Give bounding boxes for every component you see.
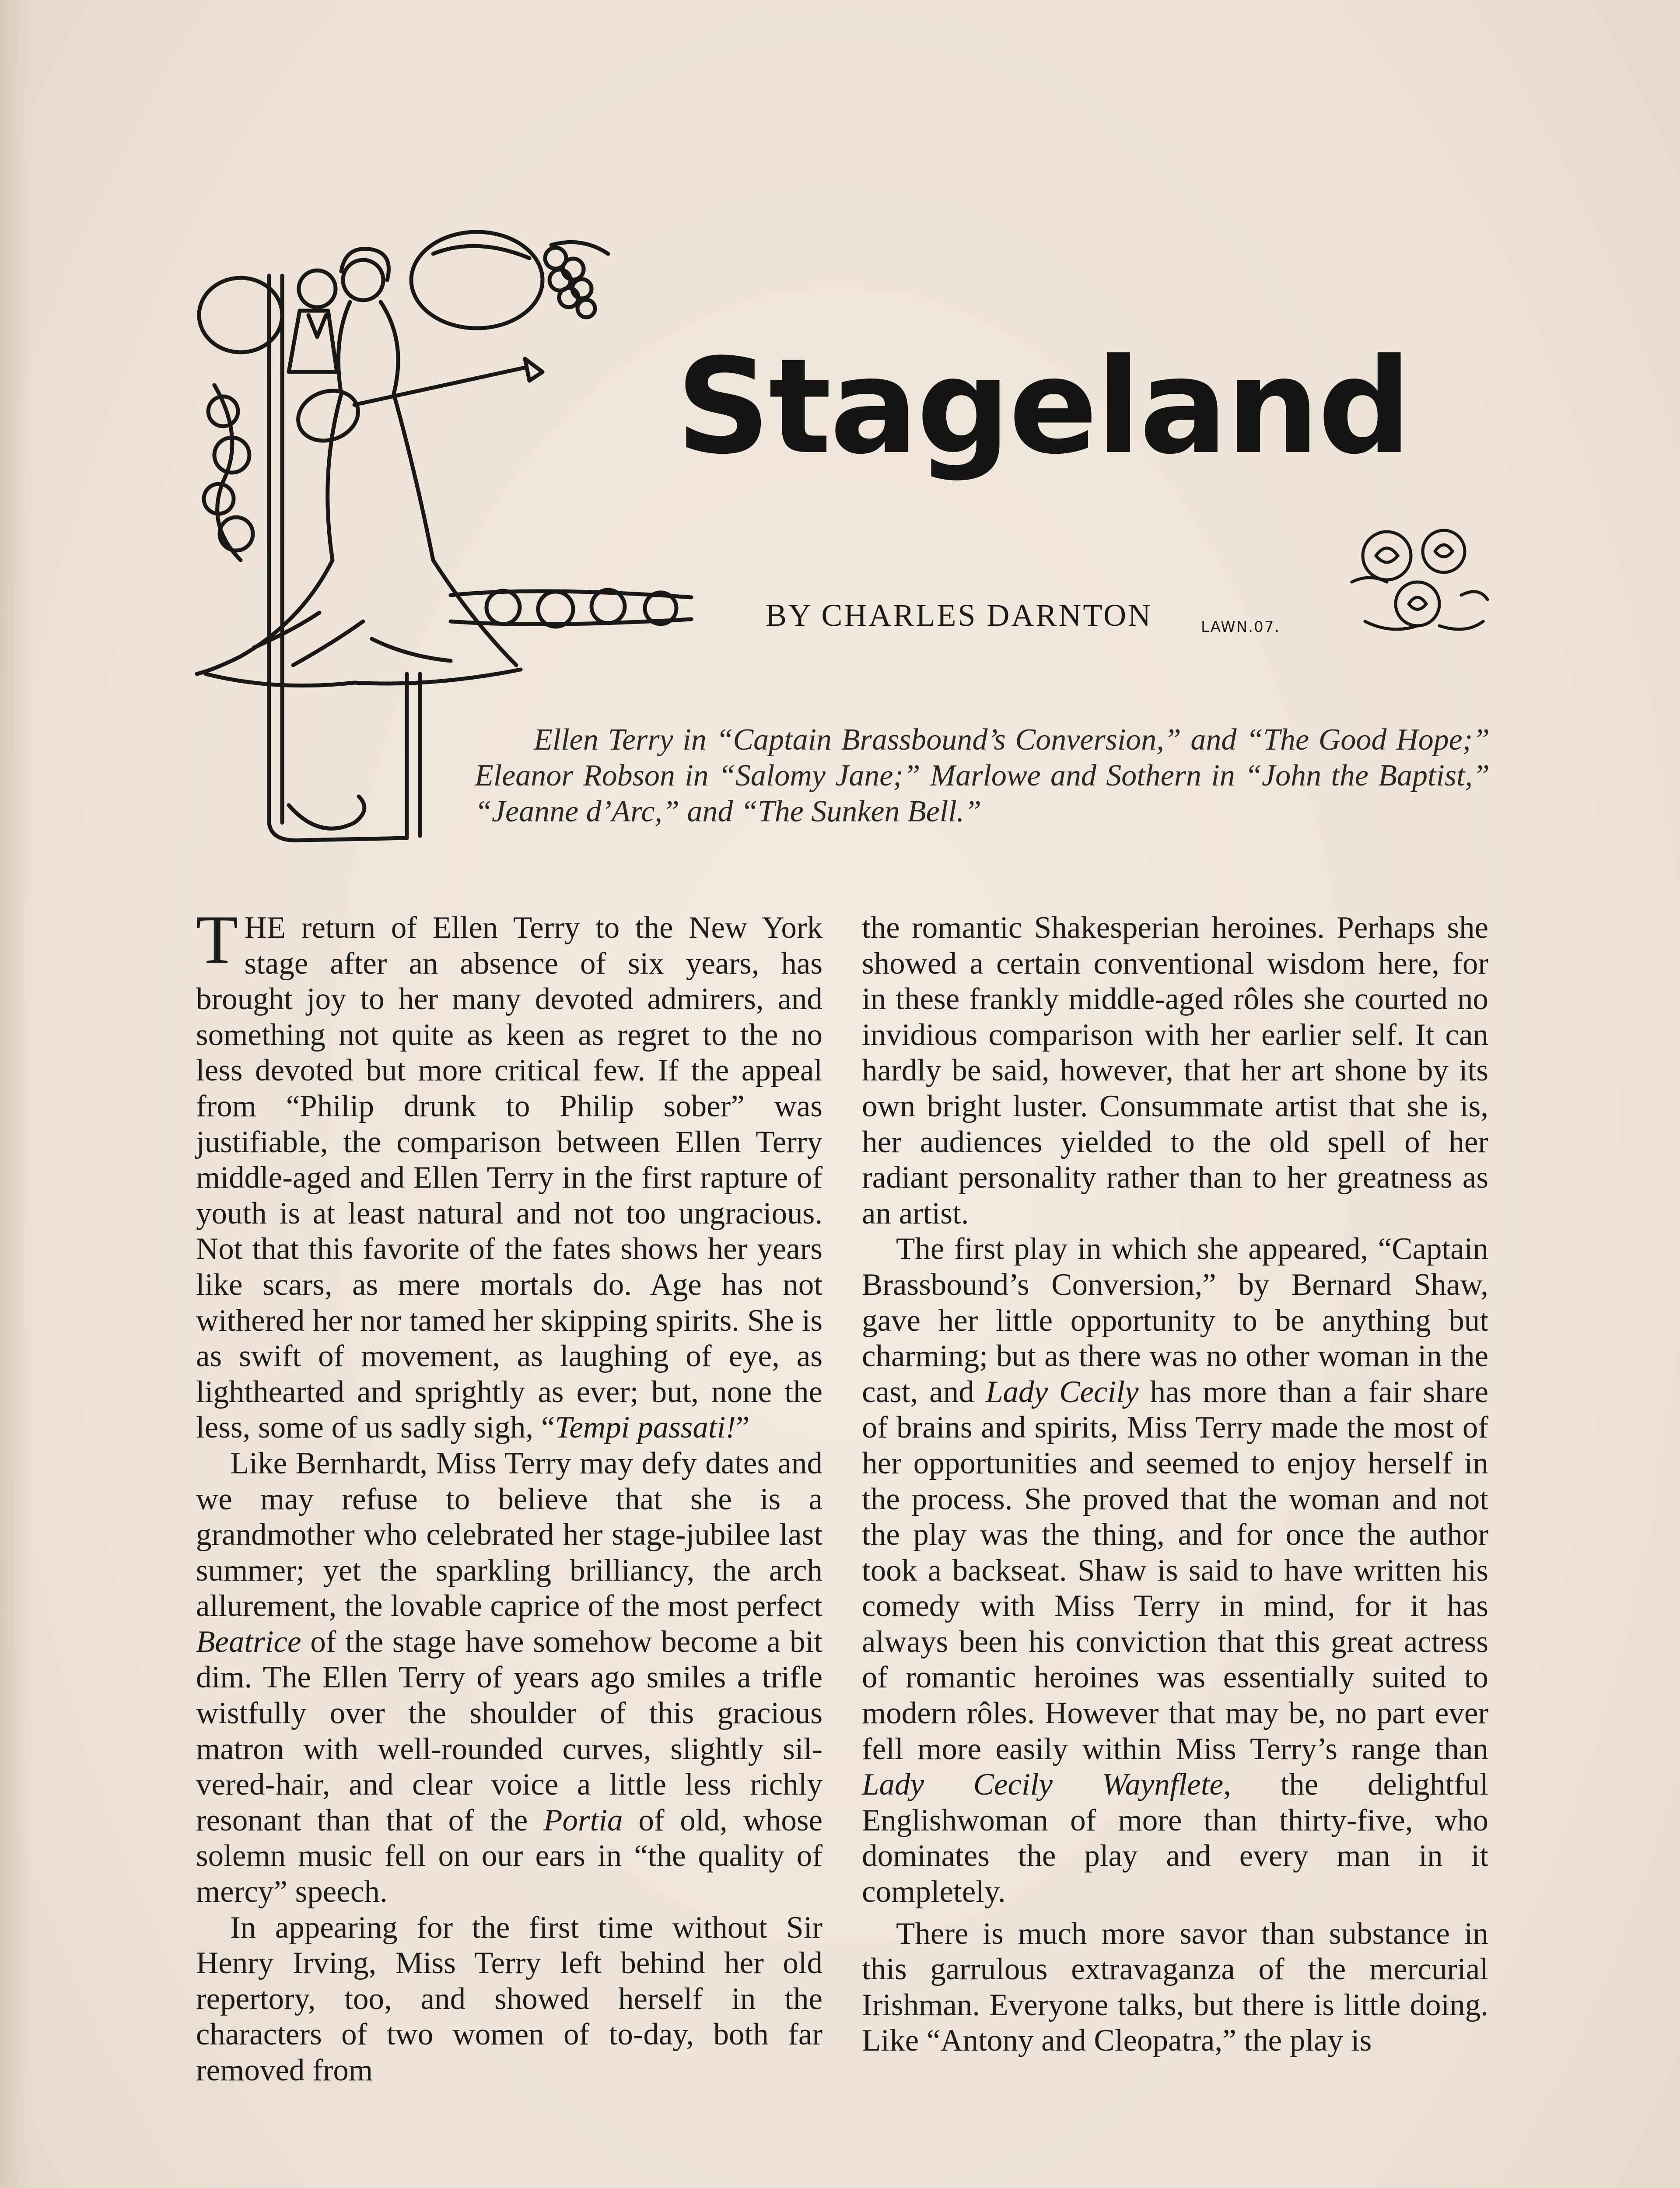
paragraph: [196, 1446, 822, 1910]
paragraph-text: HE return of Ellen Terry to the New York stage after an absence of six years, has brought joy to her many devoted admirers, and something not quite as keen as regret to the no less devoted but more critical few. If the appeal from “Philip drunk to Philip sober” was justifiable, the comparison between Ellen Terry middle-aged and Ellen Terry in the first rapture of youth is at least natural and not too ungracious. Not that this favorite of the fates shows her years like scars, as mere mortals do. Age has not withered her nor tamed her skipping spirits. She is as swift of movement, as laughing of eye, as lighthearted and sprightly as ever; but, none the less, some of us sadly sigh, “: [196, 911, 822, 1445]
paragraph-text: Like Bernhardt, Miss Terry may defy dates and we may refuse to believe that she is a grandmother who celebrated her stage-jubilee last summer; yet the sparkling brilliancy, the arch allurement, the lovable caprice of the most perfect: [196, 1446, 822, 1623]
role-name: Lady Cecily Waynflete: [862, 1767, 1224, 1802]
page-title: Stageland: [676, 330, 1410, 483]
subtitle-text: ” Eleanor Robson in “: [475, 723, 1490, 792]
subtitle-text: Ellen Terry in “: [534, 723, 733, 757]
rose-ornament-icon: [1339, 516, 1492, 643]
role-name: Lady Cecily: [985, 1375, 1139, 1409]
subtitle-play-title: Jeanne d’Arc,: [491, 795, 662, 828]
subtitle-text: ”: [964, 795, 982, 828]
paragraph-text: has more than a fair share of brains and spirits, Miss Terry made the most of her opportunities and seemed to enjoy herself in the process. She proved that the woman and not the play was the thing, and for once the author took a backseat. Shaw is said to have written his comedy with Miss Terry in mind, for it has always been his conviction that this great actress of romantic heroines was essentially suited to modern rôles. However that may be, no part ever fell more easily within Miss Terry’s range than: [862, 1375, 1488, 1766]
subtitle-play-title: John the Baptist,: [1262, 759, 1473, 792]
subtitle-text: ” Marlowe and Sothern in “: [903, 759, 1262, 792]
paragraph-text: of the stage have somehow become a bit dim. The Ellen Terry of years ago smiles a trifle wistfully over the shoulder of this gracious matron with well-rounded curves, slightly silvered-hair, and clear voice a little less richly resonant than that of the: [196, 1624, 822, 1837]
italic-phrase: Tempi passati!: [555, 1410, 736, 1445]
paragraph-text: The first play in which she appeared, “Captain Brassbound’s Conversion,” by Bernard Shaw, gave her little opportunity to be anything but charming; but as there was no other woman in the cast, and: [862, 1232, 1488, 1409]
drop-cap: T: [196, 901, 238, 978]
paragraph: [196, 901, 822, 1446]
artist-signature: LAWN.07.: [1201, 618, 1281, 636]
paragraph-text: of old, whose solemn music fell on our ears in “the quality of mercy” speech.: [196, 1803, 822, 1909]
subtitle-text: ” and “: [662, 795, 758, 828]
role-name: Portia: [543, 1803, 623, 1837]
subtitle-play-title: Captain Brassbound’s Conversion,: [733, 723, 1164, 757]
paragraph: In appearing for the first time without Sir Henry Irving, Miss Terry left behind her old repertory, too, and showed herself in the characters of two women of to-day, both far removed from: [196, 1910, 822, 2087]
role-name: Beatrice: [196, 1624, 301, 1659]
article-subtitle: [475, 722, 1490, 830]
paragraph: [862, 1231, 1488, 1910]
subtitle-play-title: The Good Hope;: [1263, 723, 1473, 757]
paragraph: the romantic Shakesperian heroines. Perhaps she showed a certain conventional wisdom here, for in these frankly middle-aged rôles she courted no invidious comparison with her earlier self. It can hardly be said, however, that her art shone by its own bright luster. Consummate artist that she is, her audiences yielded to the old spell of her radiant personality rather than to her greatness as an artist.: [862, 911, 1488, 1231]
paragraph-text: , the delightful Englishwoman of more than thirty-five, who dominates the play and every man in it completely.: [862, 1767, 1488, 1909]
subtitle-play-title: Salomy Jane;: [735, 759, 903, 792]
body-column-right: [862, 910, 1488, 2059]
paragraph: There is much more savor than substance in this garrulous extravaganza of the mercurial Irishman. Everyone talks, but there is little doing. Like “Antony and Cleopatra,” the play is: [862, 1916, 1488, 2058]
binding-edge: [0, 0, 31, 2188]
paragraph-text: ”: [735, 1410, 750, 1445]
subtitle-text: ” and “: [1164, 723, 1264, 757]
subtitle-text: ” “: [475, 759, 1490, 828]
body-column-left: [196, 901, 822, 2089]
byline: BY CHARLES DARNTON: [766, 598, 1153, 633]
subtitle-play-title: The Sunken Bell.: [757, 795, 965, 828]
